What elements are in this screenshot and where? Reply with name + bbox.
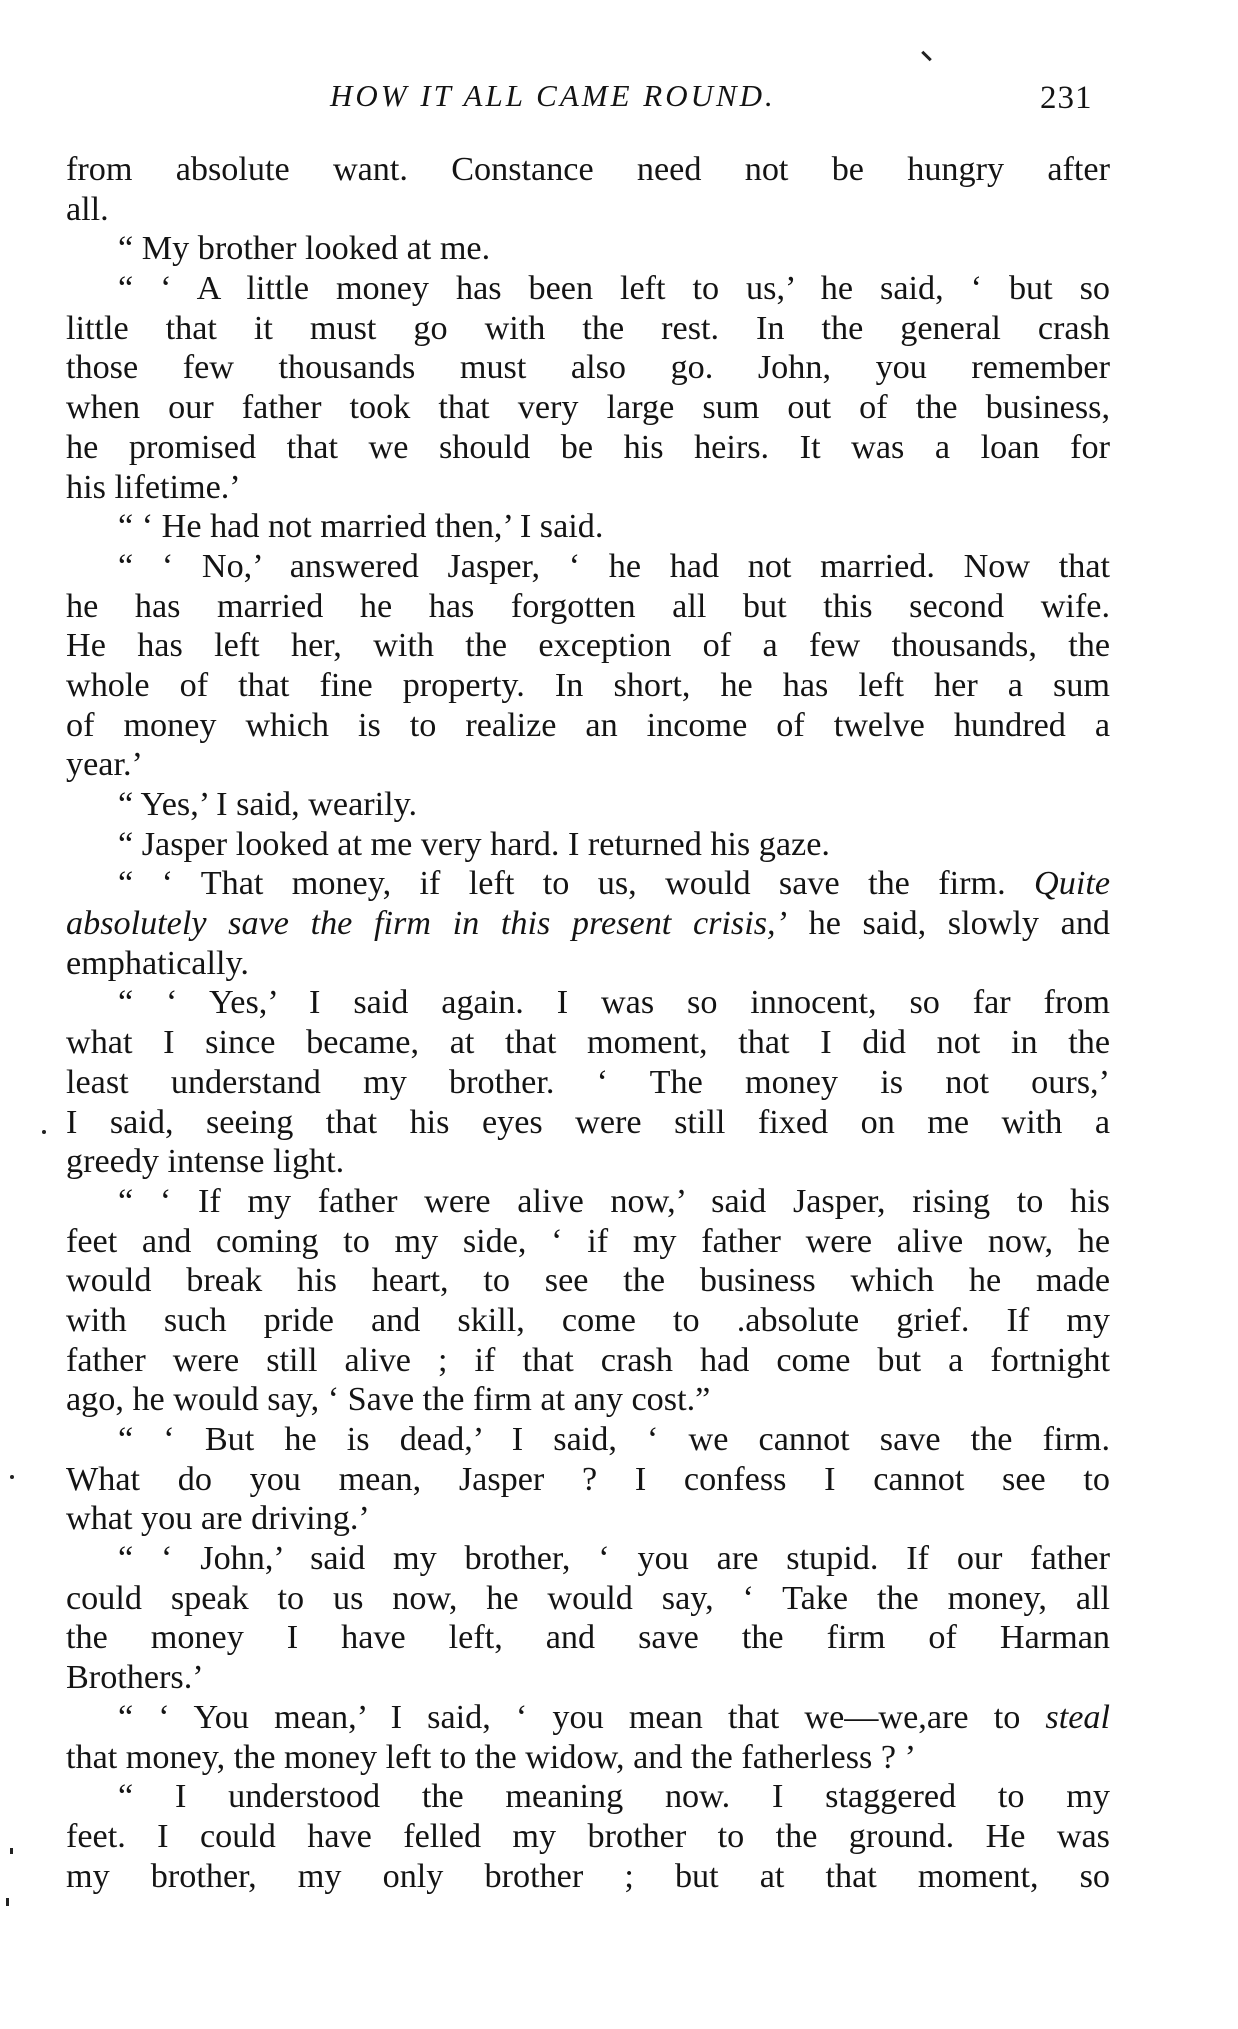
text-line: [66, 626, 1110, 666]
running-header: [0, 78, 1238, 118]
text-line: [66, 1023, 1110, 1063]
line-text: father were still alive ; if that crash had come but a fortnight: [66, 1341, 1110, 1379]
line-text: “ ‘ That money, if left to us, would save the firm.: [118, 865, 1006, 903]
text-line: [66, 1420, 1110, 1460]
line-text: would break his heart, to see the business which he made: [66, 1262, 1110, 1300]
text-line: [66, 1857, 1110, 1897]
line-text: feet and coming to my side, ‘ if my father were alive now, he: [66, 1222, 1110, 1260]
line-text: “ ‘ He had not married then,’ I said.: [118, 508, 604, 546]
text-line: [66, 983, 1110, 1023]
text-line: [66, 1142, 1110, 1182]
text-line: [66, 428, 1110, 468]
text-line: [66, 309, 1110, 349]
line-text: when our father took that very large sum out of the business,: [66, 389, 1110, 427]
line-text: he has married he has forgotten all but this second wife.: [66, 587, 1110, 625]
line-text: least understand my brother. ‘ The money is not ours,’: [66, 1063, 1110, 1101]
text-line: [66, 468, 1110, 508]
line-text: the money I have left, and save the firm of Harman: [66, 1619, 1110, 1657]
text-line: [66, 1738, 1110, 1778]
text-line: [66, 1698, 1110, 1738]
line-text: “ ‘ But he is dead,’ I said, ‘ we cannot save the firm.: [118, 1421, 1110, 1458]
line-text: “ ‘ A little money has been left to us,’ he said, ‘ but so: [118, 270, 1110, 308]
text-line: [66, 1380, 1110, 1420]
text-line: [66, 745, 1110, 785]
line-text: he said, slowly and: [808, 905, 1111, 943]
text-line: [66, 1777, 1110, 1817]
text-line: [66, 904, 1110, 944]
text-line: [66, 1499, 1110, 1539]
ink-mark: [921, 51, 932, 62]
line-text: He has left her, with the exception of a few thousands, the: [66, 627, 1110, 665]
text-line: [66, 706, 1110, 746]
line-text: “ ‘ If my father were alive now,’ said Jasper, rising to his: [118, 1182, 1110, 1220]
line-text: “ ‘ No,’ answered Jasper, ‘ he had not married. Now that: [118, 547, 1110, 585]
text-line: [66, 507, 1110, 547]
running-title: HOW IT ALL CAME ROUND.: [330, 78, 776, 113]
line-text: “ I understood the meaning now. I staggered to my: [118, 1778, 1110, 1816]
line-text: “ ‘ John,’ said my brother, ‘ you are stupid. If our father: [118, 1540, 1110, 1578]
italic-emphasis: steal: [1045, 1698, 1110, 1736]
text-line: [66, 1261, 1110, 1301]
text-line: [66, 229, 1110, 269]
text-line: [66, 1063, 1110, 1103]
line-text: what I since became, at that moment, that I did not in the: [66, 1024, 1110, 1062]
italic-emphasis: absolutely save the firm in this present crisis,’: [66, 905, 787, 943]
line-text: greedy intense light.: [66, 1143, 345, 1181]
line-text: feet. I could have felled my brother to the ground. He was: [66, 1817, 1110, 1855]
text-line: [66, 825, 1110, 865]
text-line: [66, 587, 1110, 627]
line-text: that money, the money left to the widow, and the fatherless ? ’: [66, 1738, 916, 1776]
ink-mark: [6, 1898, 9, 1906]
line-text: with such pride and skill, come to .absolute grief. If my: [66, 1301, 1110, 1339]
line-text: little that it must go with the rest. In the general crash: [66, 309, 1110, 347]
line-text: my brother, my only brother ; but at that moment, so: [66, 1857, 1110, 1895]
line-text: Brothers.’: [66, 1659, 204, 1697]
text-line: [66, 785, 1110, 825]
text-line: [66, 1103, 1110, 1143]
line-text: What do you mean, Jasper ? I confess I cannot see to: [66, 1460, 1110, 1498]
text-line: [66, 1539, 1110, 1579]
text-line: [66, 388, 1110, 428]
body-text: [66, 150, 1110, 1896]
line-text: “ Yes,’ I said, wearily.: [118, 786, 418, 823]
page-number: 231: [1040, 80, 1093, 116]
line-text: of money which is to realize an income of twelve hundred a: [66, 706, 1110, 744]
line-text: could speak to us now, he would say, ‘ Take the money, all: [66, 1579, 1110, 1617]
text-line: [66, 1182, 1110, 1222]
italic-emphasis: Quite: [1034, 865, 1111, 903]
text-line: [66, 1579, 1110, 1619]
line-text: whole of that fine property. In short, he has left her a sum: [66, 666, 1110, 704]
line-text: “ ‘ Yes,’ I said again. I was so innocent, so far from: [118, 984, 1110, 1022]
text-line: [66, 348, 1110, 388]
text-line: [66, 1618, 1110, 1658]
ink-mark: [10, 1848, 13, 1854]
ink-mark: [42, 1130, 46, 1134]
text-line: [66, 944, 1110, 984]
line-text: he promised that we should be his heirs. It was a loan for: [66, 428, 1110, 466]
line-text: all.: [66, 190, 109, 228]
text-line: [66, 1341, 1110, 1381]
text-line: [66, 150, 1110, 190]
text-line: [66, 1817, 1110, 1857]
line-text: “ Jasper looked at me very hard. I returned his gaze.: [118, 825, 830, 863]
line-text: from absolute want. Constance need not be hungry after: [66, 151, 1110, 188]
line-text: “ ‘ You mean,’ I said, ‘ you mean that we—we,are to: [118, 1698, 1021, 1736]
line-text: year.’: [66, 746, 143, 784]
line-text: “ My brother looked at me.: [118, 230, 491, 268]
text-line: [66, 190, 1110, 230]
text-line: [66, 1658, 1110, 1698]
text-line: [66, 666, 1110, 706]
line-text: his lifetime.’: [66, 468, 241, 506]
ink-mark: [10, 1475, 14, 1479]
line-text: emphatically.: [66, 944, 249, 982]
text-line: [66, 547, 1110, 587]
text-line: [66, 1222, 1110, 1262]
text-line: [66, 864, 1110, 904]
text-line: [66, 269, 1110, 309]
line-text: those few thousands must also go. John, you remember: [66, 349, 1110, 387]
text-line: [66, 1301, 1110, 1341]
line-text: what you are driving.’: [66, 1500, 370, 1538]
line-text: ago, he would say, ‘ Save the firm at any cost.”: [66, 1381, 711, 1419]
text-line: [66, 1460, 1110, 1500]
line-text: I said, seeing that his eyes were still fixed on me with a: [66, 1103, 1110, 1141]
